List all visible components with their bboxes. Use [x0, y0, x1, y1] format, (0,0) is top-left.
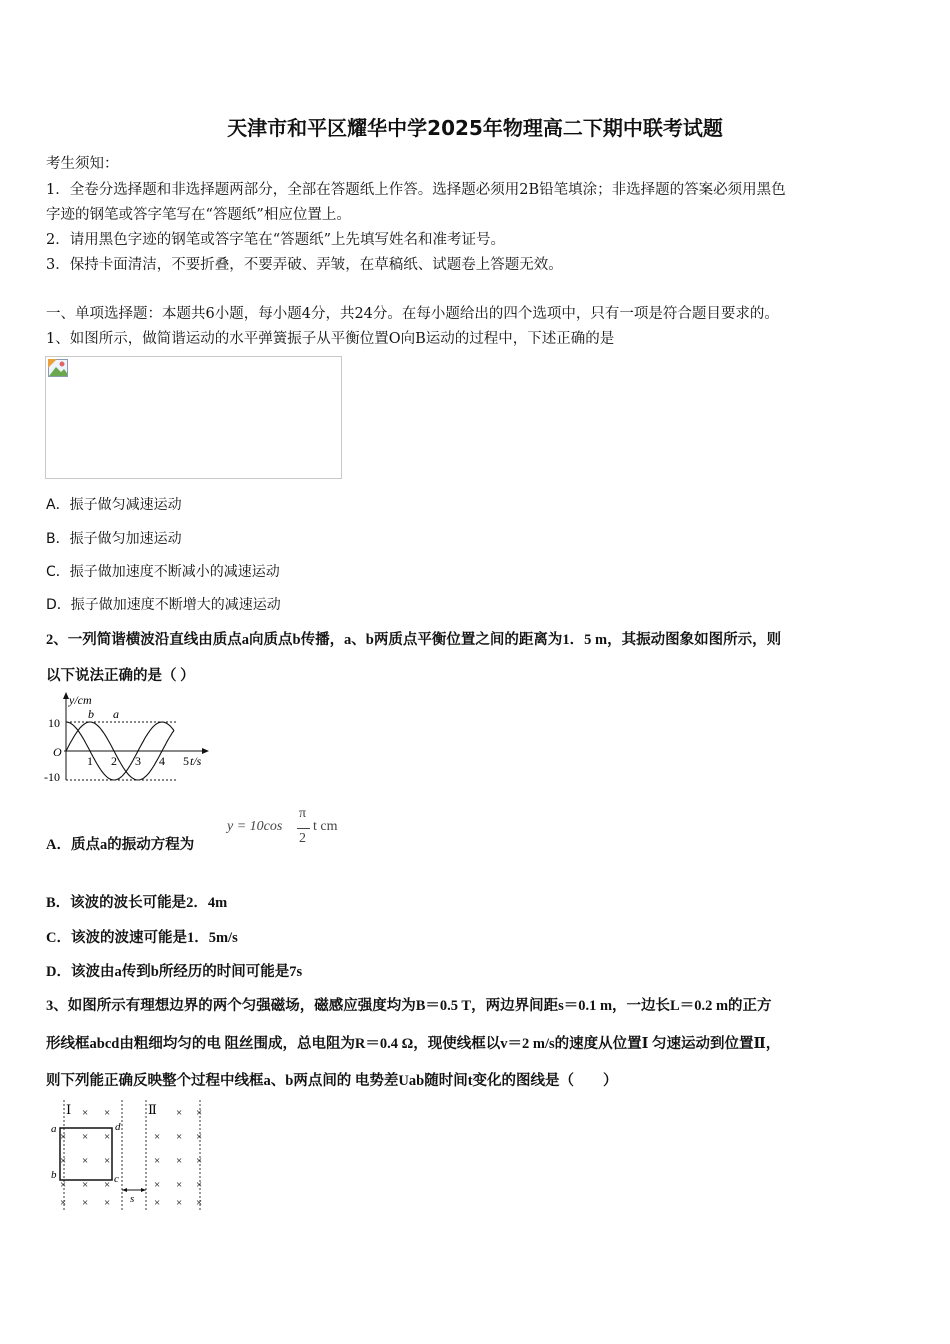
q3-magnetic-field-figure — [44, 1098, 216, 1216]
formula-fraction-bar — [297, 828, 310, 829]
x-tick-label-4: 4 — [159, 754, 165, 768]
region-label-1: Ⅰ — [66, 1102, 72, 1117]
corner-label-c: c — [114, 1173, 119, 1185]
page-title: 天津市和平区耀华中学2025年物理高二下期中联考试题 — [227, 116, 723, 140]
field-cross-II-9: × — [196, 1131, 203, 1143]
x-axis-arrow — [202, 748, 209, 754]
formula-rhs: t cm — [313, 819, 338, 834]
q3-stem-line2: 形线框abcd由粗细均匀的电 阻丝围成，总电阻为R＝0.4 Ω，现使线框以v＝2 m/s的速度从位置Ⅰ 匀速运动到位置Ⅱ， — [46, 1036, 781, 1052]
field-cross-I-11: × — [82, 1155, 89, 1167]
field-cross-II-2: × — [176, 1107, 183, 1119]
section-heading: 一、单项选择题：本题共6小题，每小题4分，共24分。在每小题给出的四个选项中，只有一项是符合题目要求的。 — [46, 306, 779, 322]
notice-item-3: 3．保持卡面清洁，不要折叠，不要弄破、弄皱，在草稿纸、试题卷上答题无效。 — [46, 257, 563, 273]
field-cross-I-22: × — [60, 1197, 67, 1209]
field-cross-II-19: × — [154, 1179, 161, 1191]
field-cross-II-21: × — [196, 1179, 203, 1191]
field-cross-II-25: × — [154, 1197, 161, 1209]
field-cross-II-7: × — [154, 1131, 161, 1143]
field-cross-II-26: × — [176, 1197, 183, 1209]
field-cross-II-15: × — [196, 1155, 203, 1167]
q3-stem-line1: 3、如图所示有理想边界的两个匀强磁场，磁感应强度均为B＝0.5 T，两边界间距s＝0.1 m，一边长L＝0.2 m的正方 — [46, 998, 772, 1014]
formula-fraction-numerator: π — [299, 806, 307, 821]
x-tick-label-5: 5 — [183, 754, 189, 768]
x-axis-label: t/s — [190, 754, 202, 768]
field-cross-I-24: × — [104, 1197, 111, 1209]
q2-stem-line2: 以下说法正确的是（ ） — [46, 668, 195, 684]
field-cross-I-16: × — [60, 1179, 67, 1191]
q2-stem-line1: 2、一列简谐横波沿直线由质点a向质点b传播，a、b两质点平衡位置之间的距离为1．5 m，其振动图象如图所示，则 — [46, 632, 782, 648]
corner-label-d: d — [115, 1121, 121, 1133]
curve-label-b: b — [88, 707, 94, 721]
curve-label-a: a — [113, 707, 119, 721]
field-cross-I-17: × — [82, 1179, 89, 1191]
corner-label-a: a — [51, 1123, 57, 1135]
field-cross-I-4: × — [60, 1131, 67, 1143]
y-tick-neg: -10 — [44, 770, 60, 784]
q2-option-a: A．质点a的振动方程为 — [46, 837, 195, 853]
field-cross-I-0: × — [82, 1107, 89, 1119]
field-cross-II-20: × — [176, 1179, 183, 1191]
origin-label: O — [53, 745, 62, 759]
field-cross-I-18: × — [104, 1179, 111, 1191]
notice-item-1b: 字迹的钢笔或答字笔写在“答题纸”相应位置上。 — [46, 207, 351, 223]
q1-option-b: B．振子做匀加速运动 — [46, 531, 182, 547]
q2-option-b: B．该波的波长可能是2．4m — [46, 895, 228, 911]
q2-vibration-graph — [40, 690, 220, 788]
field-cross-I-23: × — [82, 1197, 89, 1209]
field-cross-I-12: × — [104, 1155, 111, 1167]
q1-option-c: C．振子做加速度不断减小的减速运动 — [46, 564, 280, 580]
y-tick-pos: 10 — [48, 716, 60, 730]
field-cross-II-13: × — [154, 1155, 161, 1167]
x-tick-label-2: 2 — [111, 754, 117, 768]
spacing-arrow-left — [122, 1188, 127, 1192]
q3-stem-line3: 则下列能正确反映整个过程中线框a、b两点间的 电势差Uab随时间t变化的图线是（ ） — [46, 1073, 618, 1089]
x-tick-label-3: 3 — [135, 754, 141, 768]
field-cross-II-14: × — [176, 1155, 183, 1167]
y-axis-label: y/cm — [69, 693, 92, 707]
notice-item-2: 2．请用黑色字迹的钢笔或答字笔在“答题纸”上先填写姓名和准考证号。 — [46, 232, 506, 248]
field-cross-II-27: × — [196, 1197, 203, 1209]
field-cross-I-6: × — [104, 1131, 111, 1143]
field-cross-I-10: × — [60, 1155, 67, 1167]
q1-option-d: D．振子做加速度不断增大的减速运动 — [46, 597, 281, 613]
field-cross-I-1: × — [104, 1107, 111, 1119]
formula-fraction-denominator: 2 — [299, 831, 306, 846]
q1-stem: 1、如图所示，做简谐运动的水平弹簧振子从平衡位置O向B运动的过程中，下述正确的是 — [46, 331, 615, 347]
field-cross-I-5: × — [82, 1131, 89, 1143]
field-cross-II-8: × — [176, 1131, 183, 1143]
region-label-2: Ⅱ — [148, 1102, 157, 1117]
formula-lhs: y = 10cos — [227, 819, 283, 834]
field-cross-II-3: × — [196, 1107, 203, 1119]
x-tick-label-1: 1 — [87, 754, 93, 768]
spacing-arrow-right — [141, 1188, 146, 1192]
q2-option-d: D．该波由a传到b所经历的时间可能是7s — [46, 964, 303, 980]
notice-heading: 考生须知： — [46, 156, 119, 172]
q1-figure-broken-image — [45, 356, 342, 479]
corner-label-b: b — [51, 1169, 57, 1181]
q1-option-a: A．振子做匀减速运动 — [46, 497, 182, 513]
spacing-label-s: s — [130, 1193, 135, 1205]
notice-item-1a: 1．全卷分选择题和非选择题两部分，全部在答题纸上作答。选择题必须用2B铅笔填涂；非选择题的答案必须用黑色 — [46, 182, 786, 198]
q2-option-c: C．该波的波速可能是1．5m/s — [46, 930, 238, 946]
broken-image-icon — [48, 359, 68, 377]
